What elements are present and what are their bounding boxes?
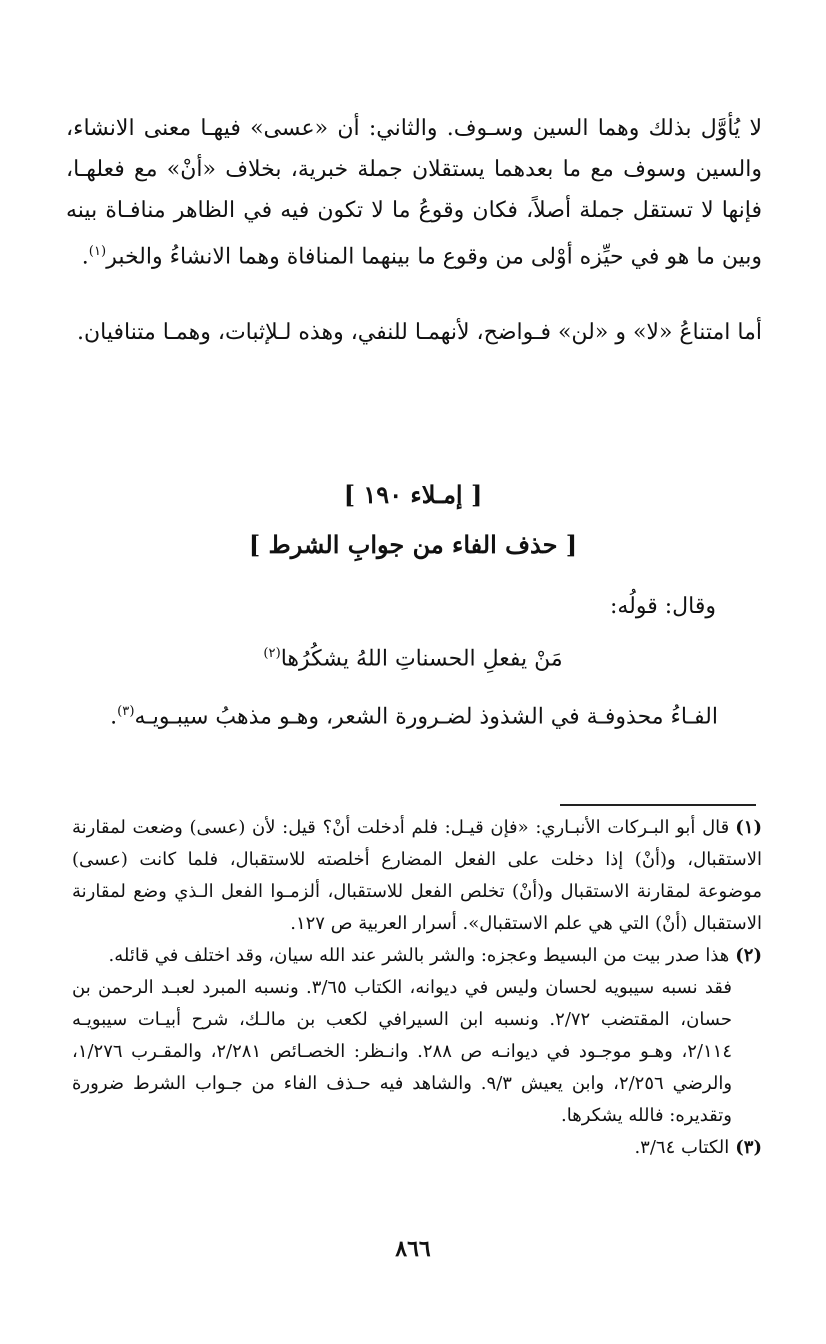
footnote-number: (٣) [735,1137,762,1158]
footnote-marker-3: (٣) [117,704,135,719]
commentary-text: الفـاءُ محذوفـة في الشذوذ لضـرورة الشعر، وهـو مذهبُ سيبـويـه [134,704,718,730]
footnote-separator [560,804,756,806]
footnote-marker-1: (١) [88,244,107,259]
footnote-text: الكتاب ٣/٦٤. [634,1137,730,1158]
commentary-end: . [110,704,118,730]
page-number: ٨٦٦ [395,1236,431,1262]
verse-text: مَنْ يفعلِ الحسناتِ اللهُ يشكُرُها [280,646,563,672]
footnote-number: (١) [735,817,762,838]
body-paragraph-2: أما امتناعُ «لا» و «لن» فـواضح، لأنهمـا للنفي، وهذه لـلإثبات، وهمـا متنافيان. [77,320,762,345]
footnote-2 [72,940,762,972]
footnote-marker-2: (٢) [263,646,281,661]
footnote-2-continued: فقد نسبه سيبويه لحسان وليس في ديوانه، الكتاب ٣/٦٥. ونسبه المبرد لعبـد الرحمن بن حسان، المقتضب ٢/٧٢. ونسبه ابن السيرافي لكعب بن مالـك، شرح أبيـات سيبويـه ٢/١١٤، وهـو موجـود في ديوانـه ص ٢٨٨. وانـظر: الخصـائص ٢/٢٨١، والمقـرب ١/٢٧٦، والرضي ٢/٢٥٦، وابن يعيش ٩/٣. والشاهد فيه حـذف الفاء من جـواب الشرط ضرورة وتقديره: فالله يشكرها. [72,977,733,1126]
footnote-1 [72,812,762,940]
section-title: [ إمـلاء ١٩٠ ] [343,480,483,509]
footnote-text: هذا صدر بيت من البسيط وعجزه: والشر بالشر عند الله سيان، وقد اختلف في قائله. [108,945,730,966]
footnote-number: (٢) [735,945,762,966]
paragraph-1-end: . [81,244,89,270]
quote-intro: وقال: قولُه: [609,594,716,619]
section-subtitle: [ حذف الفاء من جوابِ الشرط ] [248,530,578,559]
body-paragraph-1 [66,108,762,277]
footnotes [72,812,762,1164]
footnote-text: قال أبو البـركات الأنبـاري: «فإن قيـل: فلم أدخلت أنْ؟ قيل: لأن (عسى) وضعت لمقارنة الاستقبال، و(أنْ) إذا دخلت على الفعل المضارع أخلصته للاستقبال، فلما كانت (عسى) موضوعة لمقارنة الاستقبال و(أنْ) تخلص الفعل للاستقبال، ألزمـوا الفعل الـذي وضع لمقارنة الاستقبال (أنْ) التي هي علم الاستقبال». أسرار العربية ص ١٢٧. [72,817,762,934]
poetry-verse [0,646,826,671]
verse-commentary [110,704,718,729]
footnote-3 [72,1132,762,1164]
paragraph-1-text: لا يُأوَّل بذلك وهما السين وسـوف. والثاني: أن «عسى» فيهـا معنى الانشاء، والسين وسوف مع ما بعدهما يستقلان جملة خبرية، بخلاف «أنْ» مع فعلهـا، فإنها لا تستقل جملة أصلاً، فكان وقوعُ ما لا تكون فيه في الظاهر منافـاة بينه وبين ما هو في حيِّزه أوْلى من وقوع ما بينهما المنافاة وهما الانشاءُ والخبر [66,116,762,270]
